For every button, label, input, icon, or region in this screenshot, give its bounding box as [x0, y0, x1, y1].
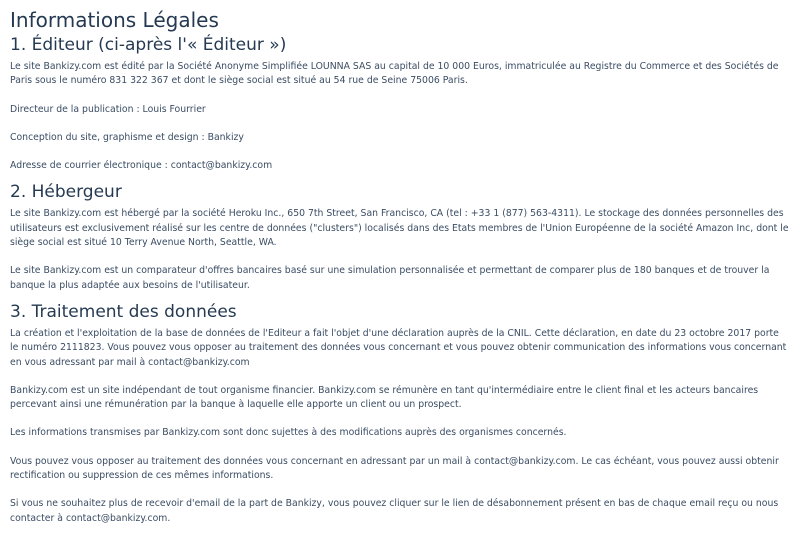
editeur-paragraph-design: Conception du site, graphisme et design : Bankizy — [10, 131, 244, 143]
traitement-paragraph-info: Les informations transmises par Bankizy.com sont donc sujettes à des modifications auprès des organismes concernés. — [10, 427, 567, 439]
traitement-paragraph-unsubscribe: Si vous ne souhaitez plus de recevoir d'email de la part de Bankizy, vous pouvez cliquer sur le lien de désabonnement présent en bas de chaque email reçu ou nous contacter à contact@bankizy.com. — [10, 498, 779, 524]
editeur-paragraph-director: Directeur de la publication : Louis Fourrier — [10, 103, 206, 115]
section-traitement — [10, 301, 790, 526]
traitement-paragraph-independent: Bankizy.com est un site indépendant de tout organisme financier. Bankizy.com se rémunère en tant qu'intermédiaire entre le client final et les acteurs bancaires percevant ainsi une rémunération par la banque à laquelle elle apporte un client ou un prospect. — [10, 384, 759, 411]
section-hebergeur — [10, 181, 790, 292]
traitement-paragraph-opposition: Vous pouvez vous opposer au traitement des données vous concernant en adressant par un mail à contact@bankizy.com. Le cas échéant, vous pouvez aussi obtenir rectification ou suppression de ces mêmes informations. — [10, 455, 779, 482]
section-title-traitement: 3. Traitement des données — [10, 301, 237, 322]
editeur-paragraph-company: Le site Bankizy.com est édité par la Société Anonyme Simplifiée LOUNNA SAS au capital de 10 000 Euros, immatriculée au Registre du Commerce et des Sociétés de Paris sous le numéro 831 322 367 et dont le siège social est situé au 54 rue de Seine 75006 Paris. — [10, 61, 779, 87]
page-title: Informations Légales — [10, 8, 219, 32]
traitement-paragraph-cnil: La création et l'exploitation de la base de données de l'Editeur a fait l'objet d'une déclaration auprès de la CNIL. Cette déclaration, en date du 23 octobre 2017 porte le numéro 2111823. Vous pouvez vous opposer au traitement des données vous concernant et vous pouvez obtenir communication des informations vous concernant en vous adressant par mail à contact@bankizy.com — [10, 327, 787, 368]
section-editeur — [10, 34, 790, 173]
section-title-hebergeur: 2. Hébergeur — [10, 182, 122, 203]
section-title-editeur: 1. Éditeur (ci-après l'« Éditeur ») — [10, 35, 287, 55]
hebergeur-paragraph-host: Le site Bankizy.com est hébergé par la société Heroku Inc., 650 7th Street, San Francisco, CA (tel : +33 1 (877) 563-4311). Le stockage des données personnelles des utilisateurs est exclusivement réalisé sur les centre de données ("clusters") localisés dans des Etats membres de l'Union Européenne de la société Amazon Inc, dont le siège social est situé 10 Terry Avenue North, Seattle, WA. — [10, 208, 789, 249]
editeur-paragraph-email: Adresse de courrier électronique : contact@bankizy.com — [10, 160, 273, 172]
hebergeur-paragraph-comparator: Le site Bankizy.com est un comparateur d'offres bancaires basé sur une simulation personnalisée et permettant de comparer plus de 180 banques et de trouver la banque la plus adaptée aux besoins de l'utilisateur. — [10, 265, 770, 291]
